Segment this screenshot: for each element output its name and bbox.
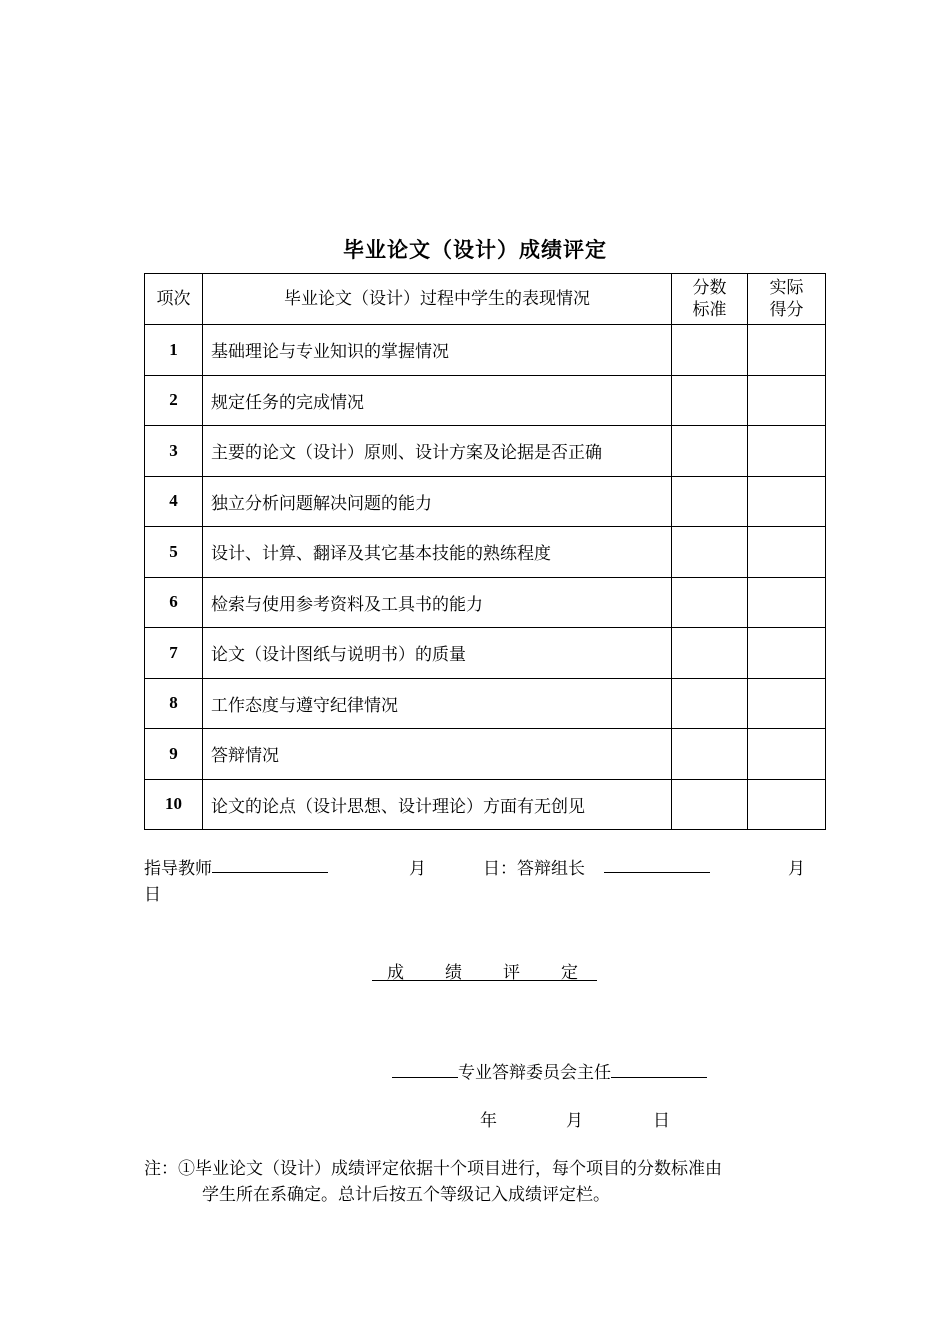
row-number: 6 [145, 577, 203, 628]
table-row [145, 577, 826, 628]
grade-heading-char: 绩 [445, 963, 462, 983]
row-number: 5 [145, 527, 203, 578]
row-description: 工作态度与遵守纪律情况 [203, 678, 672, 729]
header-actual [748, 274, 826, 325]
row-description: 答辩情况 [203, 729, 672, 780]
header-standard-line2: 标准 [692, 300, 727, 320]
major-blank[interactable] [392, 1057, 458, 1078]
table-row [145, 729, 826, 780]
row-description: 独立分析问题解决问题的能力 [203, 476, 672, 527]
table-row [145, 325, 826, 376]
standard-score-cell[interactable] [672, 678, 748, 729]
header-description: 毕业论文（设计）过程中学生的表现情况 [203, 274, 672, 325]
grade-heading [372, 958, 597, 981]
actual-score-cell[interactable] [748, 779, 826, 830]
footnote [144, 1156, 824, 1208]
footnote-line1: 注：①毕业论文（设计）成绩评定依据十个项目进行，每个项目的分数标准由 [144, 1159, 722, 1179]
row-description: 论文（设计图纸与说明书）的质量 [203, 628, 672, 679]
advisor-label: 指导教师 [144, 859, 212, 879]
table-header-row [145, 274, 826, 325]
actual-score-cell[interactable] [748, 325, 826, 376]
header-item: 项次 [145, 274, 203, 325]
table-row [145, 678, 826, 729]
standard-score-cell[interactable] [672, 779, 748, 830]
standard-score-cell[interactable] [672, 375, 748, 426]
table-row [145, 628, 826, 679]
header-actual-line2: 得分 [769, 300, 804, 320]
actual-score-cell[interactable] [748, 426, 826, 477]
standard-score-cell[interactable] [672, 426, 748, 477]
day-label-3: 日 [653, 1111, 670, 1131]
actual-score-cell[interactable] [748, 678, 826, 729]
month-label: 月 [409, 859, 426, 879]
row-number: 8 [145, 678, 203, 729]
month-label-3: 月 [566, 1111, 583, 1131]
actual-score-cell[interactable] [748, 527, 826, 578]
year-label: 年 [480, 1111, 497, 1131]
row-description: 规定任务的完成情况 [203, 375, 672, 426]
row-description: 基础理论与专业知识的掌握情况 [203, 325, 672, 376]
row-description: 设计、计算、翻译及其它基本技能的熟练程度 [203, 527, 672, 578]
table-row [145, 527, 826, 578]
day-and-leader-label: 日：答辩组长 [483, 859, 585, 879]
row-number: 1 [145, 325, 203, 376]
month-label-2: 月 [788, 859, 805, 879]
grade-heading-char: 评 [503, 963, 520, 983]
committee-label: 专业答辩委员会主任 [458, 1063, 611, 1083]
committee-signature-blank[interactable] [611, 1057, 707, 1078]
row-number: 7 [145, 628, 203, 679]
actual-score-cell[interactable] [748, 628, 826, 679]
row-description: 主要的论文（设计）原则、设计方案及论据是否正确 [203, 426, 672, 477]
actual-score-cell[interactable] [748, 375, 826, 426]
row-description: 论文的论点（设计思想、设计理论）方面有无创见 [203, 779, 672, 830]
actual-score-cell[interactable] [748, 729, 826, 780]
header-standard-line1: 分数 [692, 278, 727, 298]
row-number: 9 [145, 729, 203, 780]
day-label-2: 日 [144, 885, 161, 905]
table-row [145, 779, 826, 830]
row-number: 4 [145, 476, 203, 527]
table-row [145, 426, 826, 477]
table-row [145, 375, 826, 426]
row-number: 10 [145, 779, 203, 830]
committee-line [392, 1057, 707, 1083]
row-number: 3 [145, 426, 203, 477]
actual-score-cell[interactable] [748, 476, 826, 527]
grade-heading-char: 成 [387, 963, 404, 983]
standard-score-cell[interactable] [672, 527, 748, 578]
grade-table [144, 273, 826, 830]
standard-score-cell[interactable] [672, 628, 748, 679]
standard-score-cell[interactable] [672, 577, 748, 628]
header-standard [672, 274, 748, 325]
advisor-signature-blank[interactable] [212, 854, 328, 873]
leader-signature-blank[interactable] [604, 854, 710, 873]
grade-heading-char: 定 [561, 963, 578, 983]
row-number: 2 [145, 375, 203, 426]
row-description: 检索与使用参考资料及工具书的能力 [203, 577, 672, 628]
standard-score-cell[interactable] [672, 476, 748, 527]
standard-score-cell[interactable] [672, 729, 748, 780]
standard-score-cell[interactable] [672, 325, 748, 376]
header-actual-line1: 实际 [769, 278, 804, 298]
table-row [145, 476, 826, 527]
footnote-line2: 学生所在系确定。总计后按五个等级记入成绩评定栏。 [202, 1185, 610, 1205]
actual-score-cell[interactable] [748, 577, 826, 628]
page-title: 毕业论文（设计）成绩评定 [343, 237, 607, 262]
